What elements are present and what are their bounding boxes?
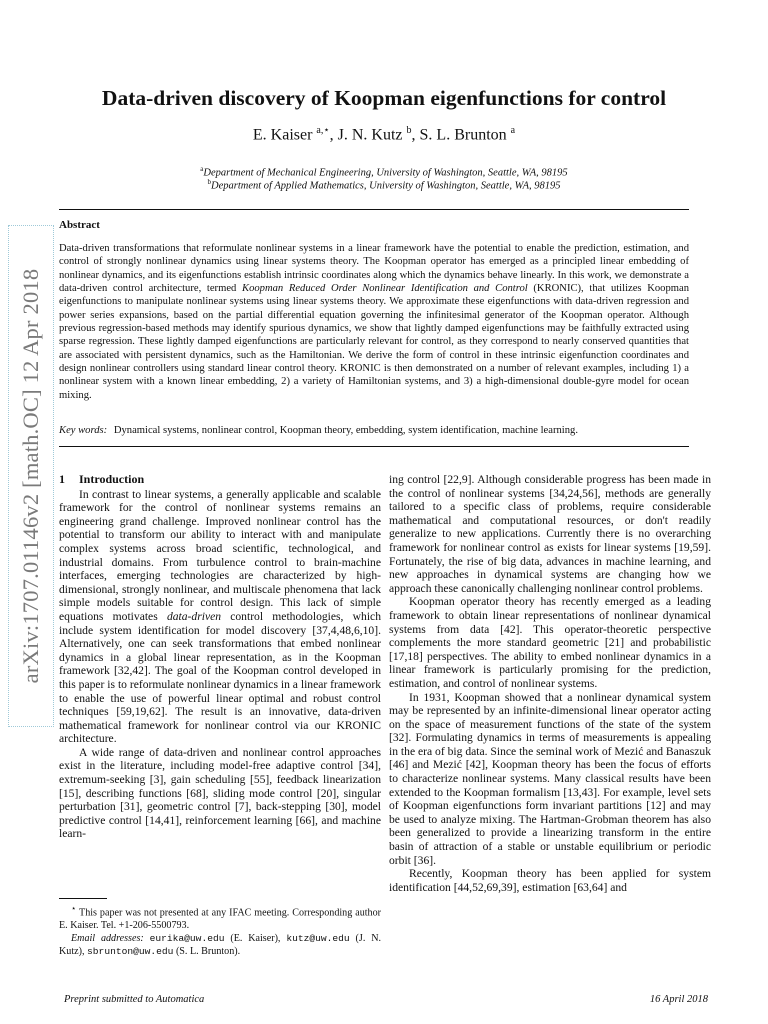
author-name: S. L. Brunton xyxy=(419,126,507,144)
intro-paragraph-1 xyxy=(59,488,381,746)
intro-paragraph-5: Recently, Koopman theory has been applied for system identification [44,52,69,39], estimation [63,64] and xyxy=(389,867,711,894)
intro-paragraph-3: Koopman operator theory has recently emerged as a leading framework to obtain linear representations of nonlinear dynamical systems from data [42]. This operator-theoretic perspective complements the more standard geometric [21] and probabilistic [17,18] perspectives. The ability to embed nonlinear dynamics in a linear framework is particularly promising for the prediction, estimation, and control of nonlinear systems. xyxy=(389,595,711,690)
author-marks: a xyxy=(510,125,516,136)
paragraph-text-continued: control methodologies, which include system identification for model discovery [37,4,48,6,10]. Alternatively, one can seek transformations that embed nonlinear dynamics in a global linear representation, as in the Koopman framework [32,42]. The goal of the Koopman control developed in this paper is to reformulate nonlinear dynamics in a linear framework to enable the use of powerful linear optimal and robust control techniques [59,19,62]. The result is an innovative, data-driven mathematical framework for nonlinear control via our KRONIC architecture. xyxy=(59,609,381,746)
footnote xyxy=(59,903,381,959)
section-number: 1 xyxy=(59,472,65,486)
footnote-note xyxy=(59,903,381,933)
keywords-text: Dynamical systems, nonlinear control, Koopman theory, embedding, system identification, machine learning. xyxy=(113,425,578,436)
affiliation-mark: a xyxy=(200,165,204,173)
abstract-text: Data-driven transformations that reformulate nonlinear systems in a linear framework have the potential to enable the prediction, estimation, and control of strongly nonlinear dynamics using linear systems theory. The Koopman operator has emerged as a principled linear embedding of nonlinear dynamics, and its eigenfunctions establish intrinsic coordinates along which the dynamics behave linearly. In this work, we demonstrate a data-driven control architecture, termed xyxy=(59,243,689,295)
email-link[interactable]: sbrunton@uw.edu xyxy=(87,946,174,958)
author-name: E. Kaiser xyxy=(252,126,313,144)
abstract-body xyxy=(59,242,689,402)
affiliation-b xyxy=(0,178,768,192)
footer-preprint-note: Preprint submitted to Automatica xyxy=(64,994,205,1005)
paragraph-text: In contrast to linear systems, a generally applicable and scalable framework for the control of nonlinear systems remains an engineering grand challenge. Improved nonlinear control has the potential to transform our ability to interact with and manipulate complex systems across broad scientific, technological, and industrial domains. From turbulence control to brain-machine interfaces, emerging technologies are characterized by high-dimensional, strongly nonlinear, and multiscale phenomena that lack simple models suitable for control design. This lack of simple equations motivates xyxy=(59,487,381,623)
abstract-heading: Abstract xyxy=(59,219,100,231)
email-link[interactable]: eurika@uw.edu xyxy=(149,933,225,945)
abstract-text-continued: (KRONIC), that utilizes Koopman eigenfunctions to manipulate nonlinear systems using linear systems theory. We approximate these eigenfunctions with data-driven regression and power series expansions, based on the partial differential equation governing the infinitesimal generator of the Koopman operator. Although previous regression-based methods may identify spurious dynamics, we show that lightly damped eigenfunctions may be faithfully extracted using sparse regression. These lightly damped eigenfunctions are particularly relevant for control, as they correspond to nearly conserved quantities that are associated with persistent dynamics, such as the Hamiltonian. We derive the form of control in these intrinsic eigenfunction coordinates and design nonlinear controllers using standard linear control theory. KRONIC is then demonstrated on a number of relevant examples, including 1) a nonlinear system with a known linear embedding, 2) a variety of Hamiltonian systems, and 3) a high-dimensional double-gyre model for ocean mixing. xyxy=(59,283,689,401)
section-heading xyxy=(59,473,381,487)
keywords-label: Key words: xyxy=(59,425,108,436)
author-separator: , xyxy=(411,126,420,144)
affiliation-a xyxy=(0,165,768,179)
author-separator: , xyxy=(329,126,338,144)
abstract-top-rule xyxy=(59,209,689,210)
affiliation-text: Department of Applied Mathematics, University of Washington, Seattle, WA, 98195 xyxy=(210,180,561,192)
abstract-bottom-rule xyxy=(59,446,689,447)
affiliation-mark: b xyxy=(207,178,211,186)
intro-paragraph-4: In 1931, Koopman showed that a nonlinear dynamical system may be represented by an infinite-dimensional linear operator acting on the space of measurement functions of the state of the system [32]. Formulating dynamics in terms of measurements is appealing in the era of big data. Since the seminal work of Mezić and Banaszuk [46] and Mezić [42], Koopman theory has been the focus of efforts to characterize nonlinear systems. Many classical results have been extended to the Koopman formalism [13,43]. For example, level sets of Koopman eigenfunctions form invariant partitions [12] and may be used to analyze mixing. The Hartman-Grobman theorem has also been generalized to provide a linearizing transform in the entire basin of attraction of a stable or unstable equilibrium or periodic orbit [36]. xyxy=(389,690,711,867)
email-owner: (S. L. Brunton). xyxy=(175,946,241,958)
paragraph-emphasis: data-driven xyxy=(166,609,222,623)
paper-title: Data-driven discovery of Koopman eigenfunctions for control xyxy=(101,86,667,110)
arxiv-identifier: arXiv:1707.01146v2 [math.OC] 12 Apr 2018 xyxy=(18,268,43,684)
section-title: Introduction xyxy=(79,472,145,486)
author-marks: a,⋆ xyxy=(316,125,330,136)
email-label: Email addresses: xyxy=(71,933,144,945)
author-marks: b xyxy=(406,125,412,136)
keywords xyxy=(59,424,689,437)
right-column xyxy=(389,473,711,894)
footnote-rule xyxy=(59,898,107,899)
affiliation-text: Department of Mechanical Engineering, University of Washington, Seattle, WA, 98195 xyxy=(203,167,568,179)
intro-paragraph-2: A wide range of data-driven and nonlinear control approaches exist in the literature, including model-free adaptive control [34], extremum-seeking [3], gain scheduling [55], feedback linearization [15], describing functions [68], sliding mode control [20], singular perturbation [31], geometric control [7], back-stepping [30], model predictive control [14,41], reinforcement learning [66], and machine learn- xyxy=(59,745,381,841)
abstract-emphasis: Koopman Reduced Order Nonlinear Identification and Control xyxy=(242,283,528,295)
arxiv-stamp xyxy=(8,225,54,727)
footnote-text: This paper was not presented at any IFAC meeting. Corresponding author E. Kaiser. Tel. +1-206-5500793. xyxy=(59,907,381,932)
email-owner: (J. N. Kutz), xyxy=(59,933,382,958)
author-name: J. N. Kutz xyxy=(337,126,403,144)
footnote-star: ⋆ xyxy=(71,904,77,913)
footer-date: 16 April 2018 xyxy=(649,994,708,1005)
author-list xyxy=(0,125,768,144)
left-column xyxy=(59,473,381,841)
intro-paragraph-continued: ing control [22,9]. Although considerable progress has been made in the control of nonlinear systems [34,24,56], methods are generally tailored to a specific class of problems, require considerable mathematical and computational resources, or don't readily generalize to new applications. Currently there is no overarching framework for nonlinear control as exists for linear systems [19,59]. Fortunately, the rise of big data, advances in machine learning, and new approaches in dynamical systems are changing how we approach these canonically challenging nonlinear control problems. xyxy=(389,473,711,595)
email-owner: (E. Kaiser), xyxy=(230,933,281,945)
footnote-emails xyxy=(59,933,381,959)
email-link[interactable]: kutz@uw.edu xyxy=(286,933,350,945)
